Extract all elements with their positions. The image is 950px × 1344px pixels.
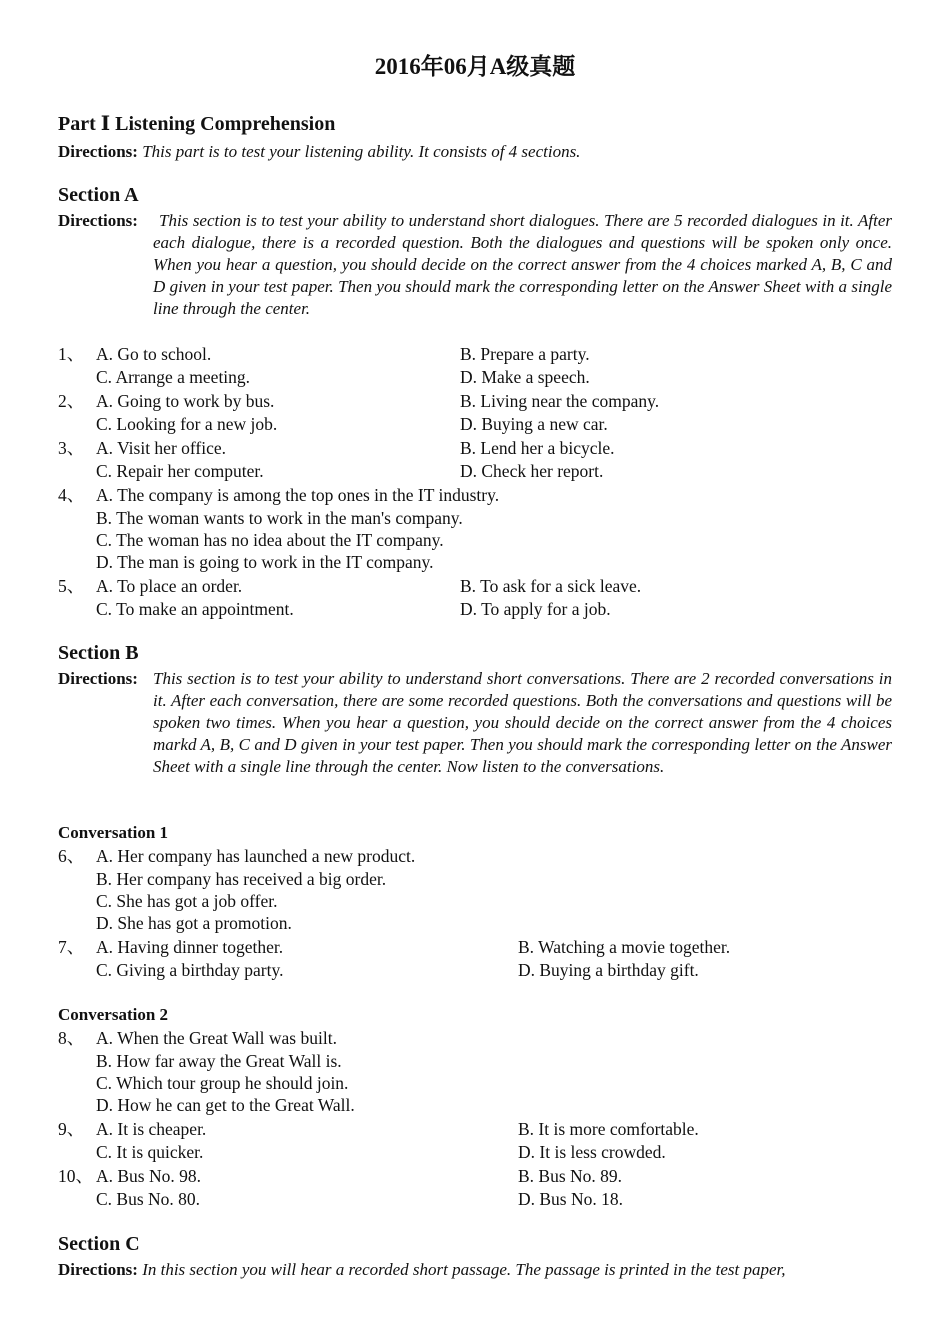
- sectionB-heading: Section B: [58, 642, 139, 664]
- sectionC-directions: [58, 1259, 785, 1281]
- question-1-row2: [58, 366, 892, 389]
- option-c: C. Arrange a meeting.: [96, 367, 251, 387]
- option-d: D. Check her report.: [460, 461, 604, 481]
- part1-directions-text: This part is to test your listening ability. It consists of 4 sections.: [137, 142, 581, 161]
- question-10-row2: [58, 1188, 892, 1211]
- question-8-row2: [58, 1050, 892, 1073]
- question-10: [58, 1165, 892, 1188]
- sectionA-directions-text: This section is to test your ability to understand short dialogues. There are 5 recorded dialogues in it. After each dialogue, there is a recorded question. Both the dialogues and questions will be spoken only once. When you hear a question, you should decide on the correct answer from the 4 choices marked A, B, C and D given in your test paper. Then you should mark the corresponding letter on the Answer Sheet with a single line through the center.: [153, 211, 892, 318]
- option-d: D. Buying a new car.: [460, 414, 608, 434]
- question-number: 2、: [58, 391, 85, 411]
- conversation-2-label: Conversation 2: [58, 1005, 169, 1024]
- option-c: C. She has got a job offer.: [96, 891, 278, 911]
- question-6-row3: [58, 890, 892, 913]
- option-c: C. Giving a birthday party.: [96, 960, 284, 980]
- sectionC-directions-label: Directions:: [58, 1260, 138, 1279]
- question-6-row4: [58, 912, 892, 935]
- question-9: [58, 1118, 892, 1141]
- option-c: C. The woman has no idea about the IT company.: [96, 530, 444, 550]
- question-number: 5、: [58, 576, 85, 596]
- question-7: [58, 936, 892, 959]
- question-number: 1、: [58, 344, 85, 364]
- sectionB-directions: [58, 668, 892, 778]
- option-d: D. It is less crowded.: [518, 1142, 666, 1162]
- option-d: D. Buying a birthday gift.: [518, 960, 699, 980]
- page-title: 2016年06月A级真题: [374, 54, 576, 79]
- option-c: C. It is quicker.: [96, 1142, 204, 1162]
- option-b: B. The woman wants to work in the man's company.: [96, 508, 463, 528]
- part1-directions-label: Directions:: [58, 142, 138, 161]
- option-a: A. When the Great Wall was built.: [96, 1028, 337, 1048]
- option-a: A. It is cheaper.: [96, 1119, 207, 1139]
- option-d: D. She has got a promotion.: [96, 913, 292, 933]
- option-b: B. Her company has received a big order.: [96, 869, 387, 889]
- option-b: B. It is more comfortable.: [518, 1119, 699, 1139]
- question-8: [58, 1027, 892, 1050]
- option-a: A. To place an order.: [96, 576, 243, 596]
- part1-directions: [58, 141, 580, 163]
- option-b: B. To ask for a sick leave.: [460, 576, 642, 596]
- question-number: 10、: [58, 1166, 93, 1186]
- option-d: D. To apply for a job.: [460, 599, 611, 619]
- part1-heading: Part Ⅰ Listening Comprehension: [58, 113, 336, 135]
- option-b: B. Bus No. 89.: [518, 1166, 623, 1186]
- sectionA-directions: [58, 210, 892, 320]
- question-2: [58, 390, 892, 413]
- option-a: A. Her company has launched a new product.: [96, 846, 416, 866]
- question-5-row2: [58, 598, 892, 621]
- question-8-row3: [58, 1072, 892, 1095]
- question-number: 8、: [58, 1028, 85, 1048]
- question-number: 4、: [58, 485, 85, 505]
- sectionA-heading: Section A: [58, 184, 139, 206]
- question-4-row3: [58, 529, 892, 552]
- question-3-row2: [58, 460, 892, 483]
- question-2-row2: [58, 413, 892, 436]
- option-c: C. Looking for a new job.: [96, 414, 278, 434]
- option-a: A. The company is among the top ones in the IT industry.: [96, 485, 500, 505]
- question-number: 3、: [58, 438, 85, 458]
- option-c: C. Repair her computer.: [96, 461, 264, 481]
- option-c: C. Which tour group he should join.: [96, 1073, 349, 1093]
- conversation-1-label: Conversation 1: [58, 823, 169, 842]
- option-c: C. To make an appointment.: [96, 599, 294, 619]
- question-1: [58, 343, 892, 366]
- question-4-row2: [58, 507, 892, 530]
- sectionA-directions-label: Directions:: [58, 211, 138, 230]
- sectionB-directions-text: This section is to test your ability to understand short conversations. There are 2 recorded conversations in it. After each conversation, there are some recorded questions. Both the conversations and questions will be spoken two times. When you hear a question, you should decide on the correct answer from the 4 choices markd A, B, C and D given in your test paper. Then you should mark the corresponding letter on the Answer Sheet with a single line through the center. Now listen to the conversations.: [153, 669, 892, 776]
- option-a: A. Having dinner together.: [96, 937, 284, 957]
- option-c: C. Bus No. 80.: [96, 1189, 201, 1209]
- question-number: 9、: [58, 1119, 85, 1139]
- option-a: A. Going to work by bus.: [96, 391, 275, 411]
- option-b: B. Living near the company.: [460, 391, 660, 411]
- option-a: A. Go to school.: [96, 344, 212, 364]
- question-8-row4: [58, 1094, 892, 1117]
- question-5: [58, 575, 892, 598]
- sectionC-directions-text: In this section you will hear a recorded short passage. The passage is printed in the test paper,: [137, 1260, 786, 1279]
- question-6: [58, 845, 892, 868]
- option-d: D. Bus No. 18.: [518, 1189, 624, 1209]
- question-4-row4: [58, 551, 892, 574]
- option-b: B. Lend her a bicycle.: [460, 438, 615, 458]
- question-3: [58, 437, 892, 460]
- sectionB-directions-label: Directions:: [58, 669, 138, 688]
- option-b: B. How far away the Great Wall is.: [96, 1051, 342, 1071]
- option-b: B. Prepare a party.: [460, 344, 590, 364]
- sectionC-heading: Section C: [58, 1233, 140, 1255]
- question-6-row2: [58, 868, 892, 891]
- question-number: 7、: [58, 937, 85, 957]
- option-a: A. Visit her office.: [96, 438, 227, 458]
- option-d: D. Make a speech.: [460, 367, 590, 387]
- question-9-row2: [58, 1141, 892, 1164]
- option-d: D. The man is going to work in the IT company.: [96, 552, 434, 572]
- question-7-row2: [58, 959, 892, 982]
- option-a: A. Bus No. 98.: [96, 1166, 202, 1186]
- question-4: [58, 484, 892, 507]
- question-number: 6、: [58, 846, 85, 866]
- option-b: B. Watching a movie together.: [518, 937, 731, 957]
- option-d: D. How he can get to the Great Wall.: [96, 1095, 355, 1115]
